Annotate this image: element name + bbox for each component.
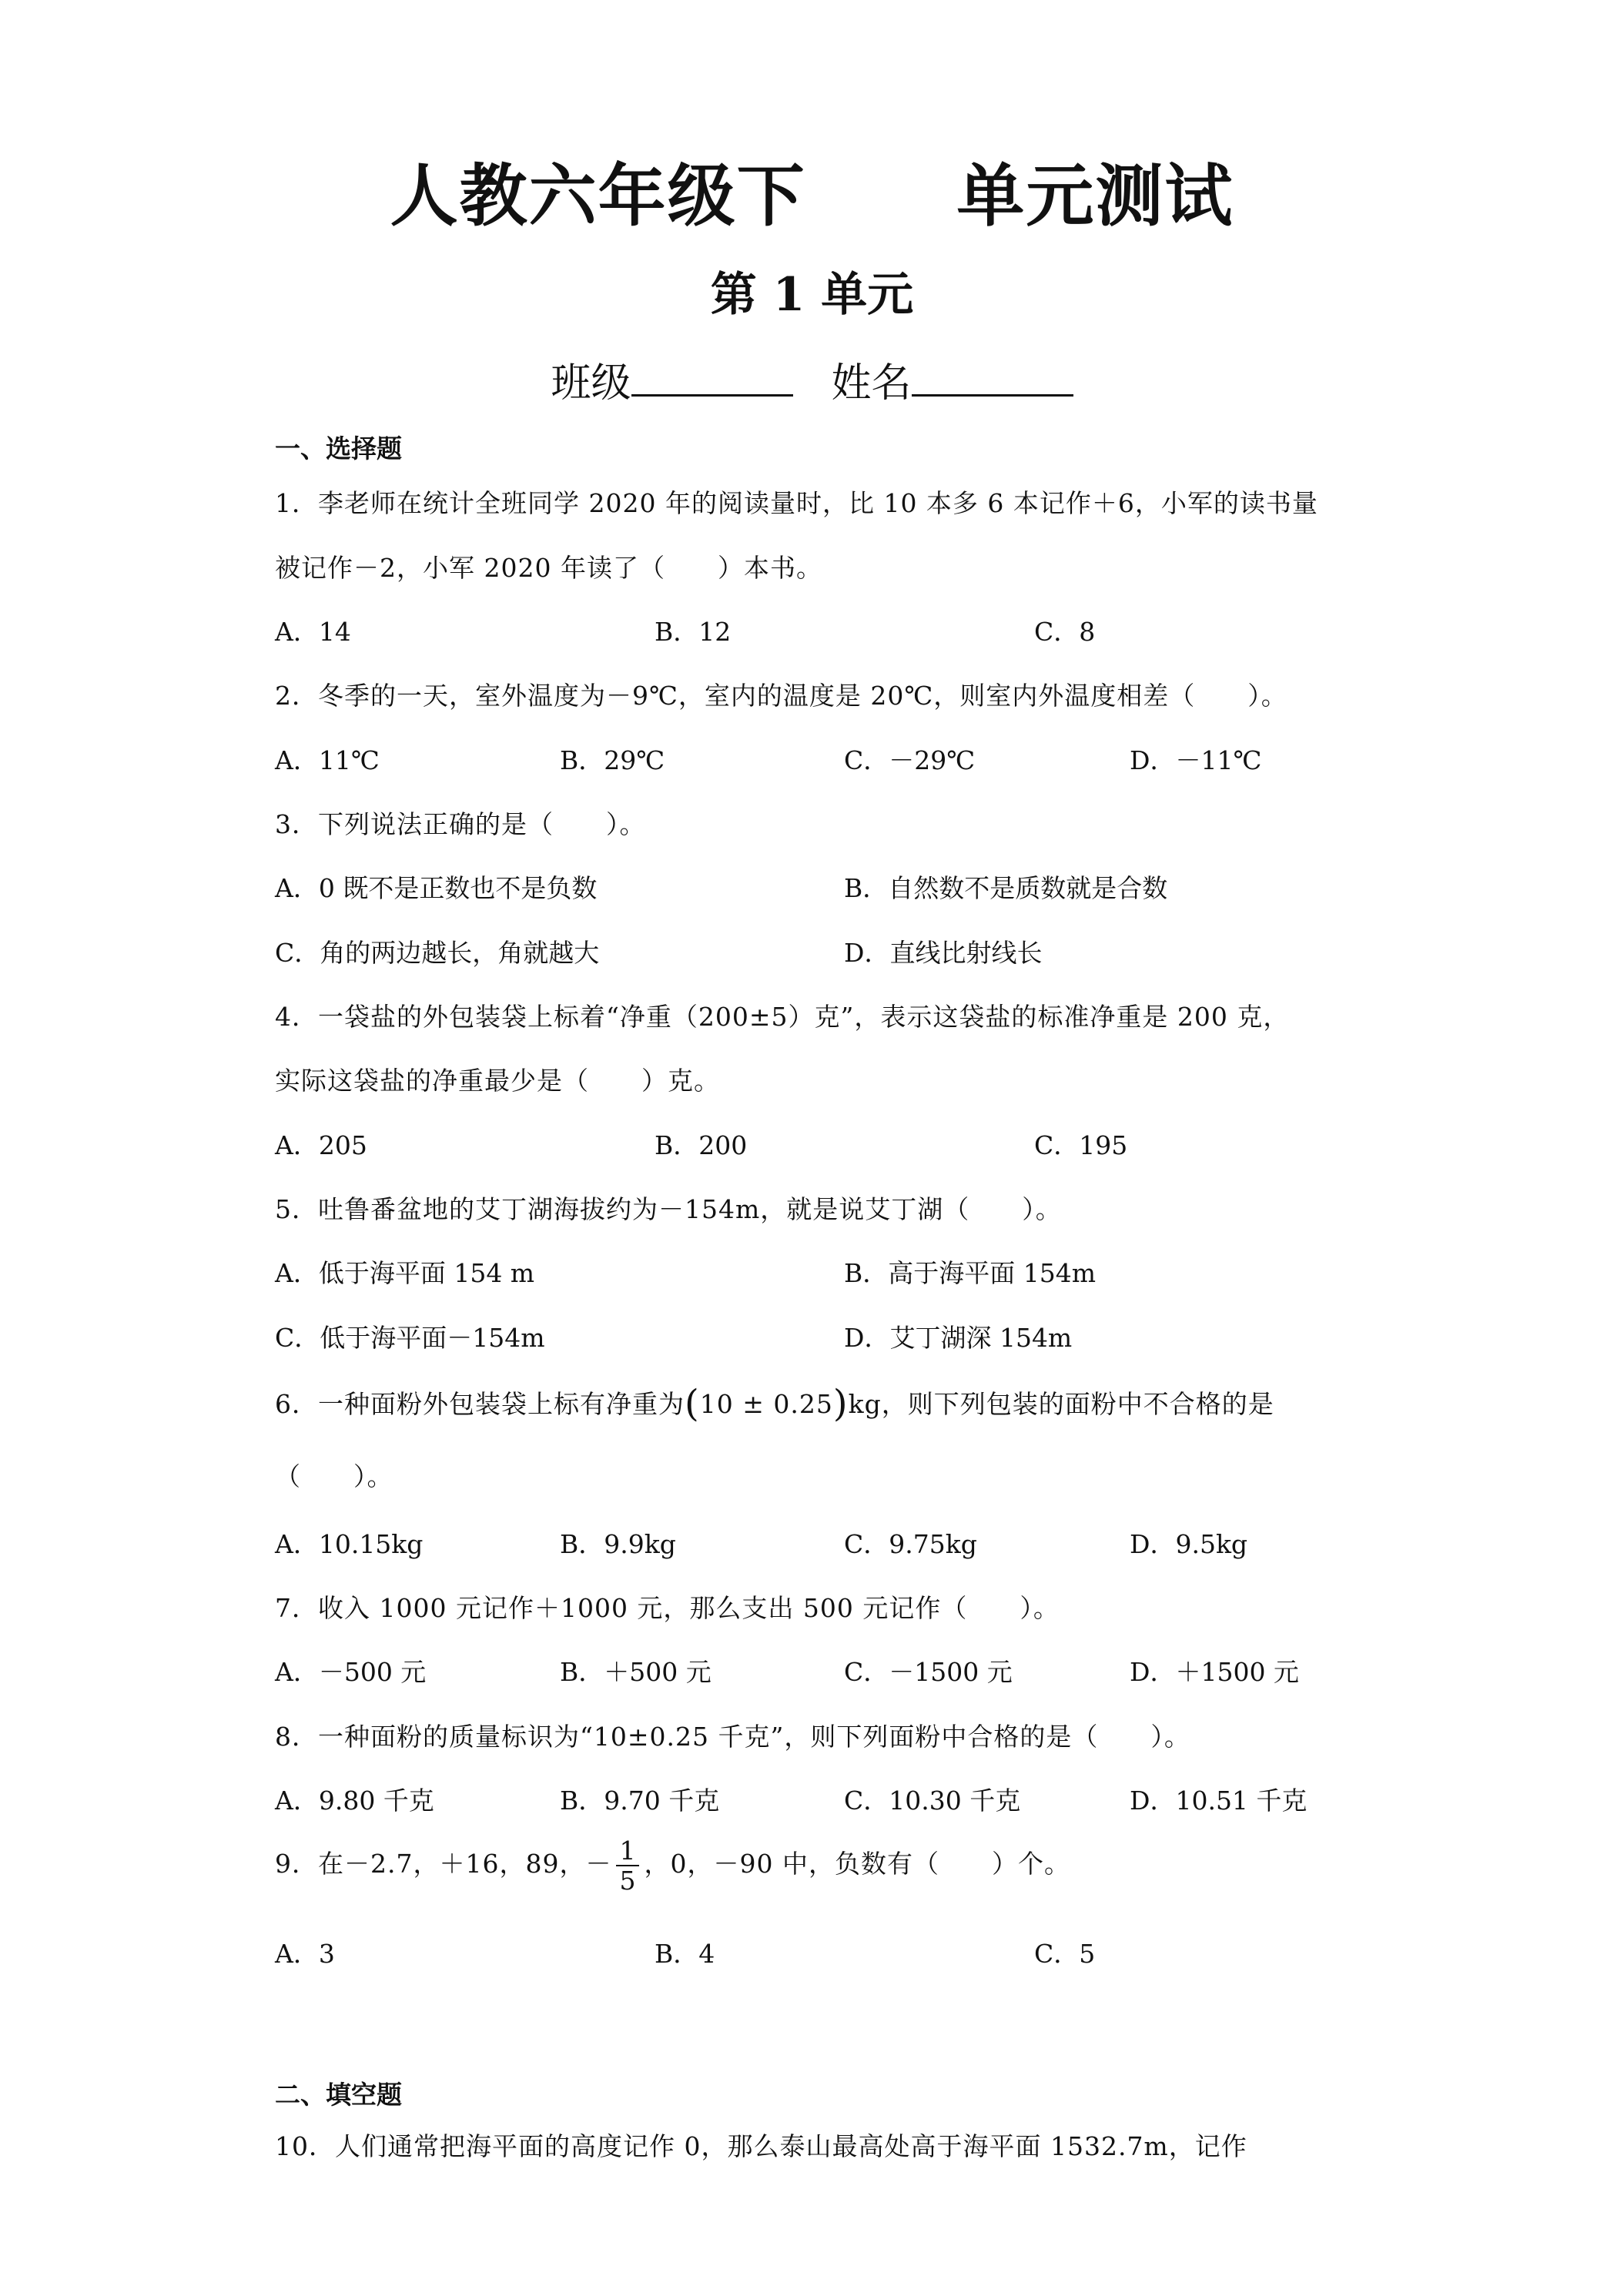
- q5-option-d: D．艾丁湖深 154m: [844, 1323, 1073, 1353]
- q9-fraction: [616, 1836, 639, 1895]
- q6-paren-open: (: [685, 1382, 700, 1425]
- q6-text-pre: 6．一种面粉外包装袋上标有净重为: [275, 1389, 685, 1419]
- q9-line1: [275, 1836, 1070, 1895]
- q9-option-c: C．5: [1034, 1939, 1096, 1969]
- q6-line2: （ ）。: [275, 1461, 393, 1491]
- q6-paren-close: ): [832, 1382, 849, 1425]
- q2-option-d: D．－11℃: [1130, 745, 1262, 775]
- q9-fraction-denominator: 5: [619, 1866, 637, 1896]
- q8-line1: 8．一种面粉的质量标识为“10±0.25 千克”，则下列面粉中合格的是（ ）。: [275, 1722, 1190, 1752]
- q4-option-b: B．200: [655, 1130, 748, 1160]
- q6-option-b: B．9.9kg: [560, 1529, 676, 1559]
- q1-option-b: B．12: [655, 617, 732, 647]
- q1-option-a: A．14: [275, 617, 351, 647]
- q1-line1: 1．李老师在统计全班同学 2020 年的阅读量时，比 10 本多 6 本记作＋6，小军的读书量: [275, 488, 1318, 518]
- section-choice-title: 一、选择题: [275, 433, 402, 464]
- q9-option-b: B．4: [655, 1939, 715, 1969]
- q3-option-d: D．直线比射线长: [844, 938, 1043, 968]
- q7-option-a: A．－500 元: [275, 1657, 427, 1687]
- q2-option-a: A．11℃: [275, 745, 380, 775]
- q6-line1: [275, 1382, 1274, 1425]
- q8-option-b: B．9.70 千克: [560, 1786, 720, 1816]
- q8-option-a: A．9.80 千克: [275, 1786, 434, 1816]
- q4-option-a: A．205: [275, 1130, 367, 1160]
- q9-option-a: A．3: [275, 1939, 335, 1969]
- q9-text-post: ，0，－90 中，负数有（ ）个。: [644, 1849, 1070, 1879]
- q8-option-c: C．10.30 千克: [844, 1786, 1021, 1816]
- q10-line1: 10．人们通常把海平面的高度记作 0，那么泰山最高处高于海平面 1532.7m，记作: [275, 2131, 1247, 2161]
- q3-option-a: A．0 既不是正数也不是负数: [275, 873, 598, 903]
- unit-subtitle: 第 1 单元: [710, 268, 914, 322]
- q9-text-pre: 9．在－2.7，＋16，89，－: [275, 1849, 612, 1879]
- q7-option-d: D．＋1500 元: [1130, 1657, 1299, 1687]
- q3-option-b: B．自然数不是质数就是合数: [844, 873, 1168, 903]
- class-blank: [631, 360, 793, 397]
- class-label: 班级: [551, 360, 631, 407]
- q3-line1: 3．下列说法正确的是（ ）。: [275, 809, 646, 839]
- q2-option-b: B．29℃: [560, 745, 665, 775]
- q1-line2: 被记作－2，小军 2020 年读了（ ）本书。: [275, 553, 822, 583]
- q5-line1: 5．吐鲁番盆地的艾丁湖海拔约为－154m，就是说艾丁湖（ ）。: [275, 1194, 1062, 1224]
- q7-option-b: B．＋500 元: [560, 1657, 712, 1687]
- q5-option-b: B．高于海平面 154m: [844, 1258, 1097, 1288]
- q6-option-a: A．10.15kg: [275, 1529, 424, 1559]
- q9-fraction-numerator: 1: [616, 1836, 639, 1866]
- q6-option-d: D．9.5kg: [1130, 1529, 1248, 1559]
- name-label: 姓名: [831, 360, 912, 407]
- q5-option-a: A．低于海平面 154 m: [275, 1258, 535, 1288]
- q6-option-c: C．9.75kg: [844, 1529, 977, 1559]
- q6-text-post: kg，则下列包装的面粉中不合格的是: [848, 1389, 1274, 1419]
- q4-line1: 4．一袋盐的外包装袋上标着“净重（200±5）克”，表示这袋盐的标准净重是 200 克，: [275, 1002, 1290, 1032]
- q4-option-c: C．195: [1034, 1130, 1128, 1160]
- section-fill-title: 二、填空题: [275, 2080, 402, 2110]
- q2-line1: 2．冬季的一天，室外温度为－9℃，室内的温度是 20℃，则室内外温度相差（ ）。: [275, 681, 1287, 711]
- student-info-row: [0, 350, 1624, 408]
- q7-option-c: C．－1500 元: [844, 1657, 1013, 1687]
- name-blank: [912, 360, 1073, 397]
- q6-math: 10 ± 0.25: [699, 1389, 833, 1419]
- q7-line1: 7．收入 1000 元记作＋1000 元，那么支出 500 元记作（ ）。: [275, 1593, 1060, 1623]
- page-title: 人教六年级下 单元测试: [390, 156, 1234, 236]
- q2-option-c: C．－29℃: [844, 745, 976, 775]
- q4-line2: 实际这袋盐的净重最少是（ ）克。: [275, 1066, 720, 1096]
- q3-option-c: C．角的两边越长，角就越大: [275, 938, 600, 968]
- q5-option-c: C．低于海平面－154m: [275, 1323, 545, 1353]
- q8-option-d: D．10.51 千克: [1130, 1786, 1308, 1816]
- q1-option-c: C．8: [1034, 617, 1096, 647]
